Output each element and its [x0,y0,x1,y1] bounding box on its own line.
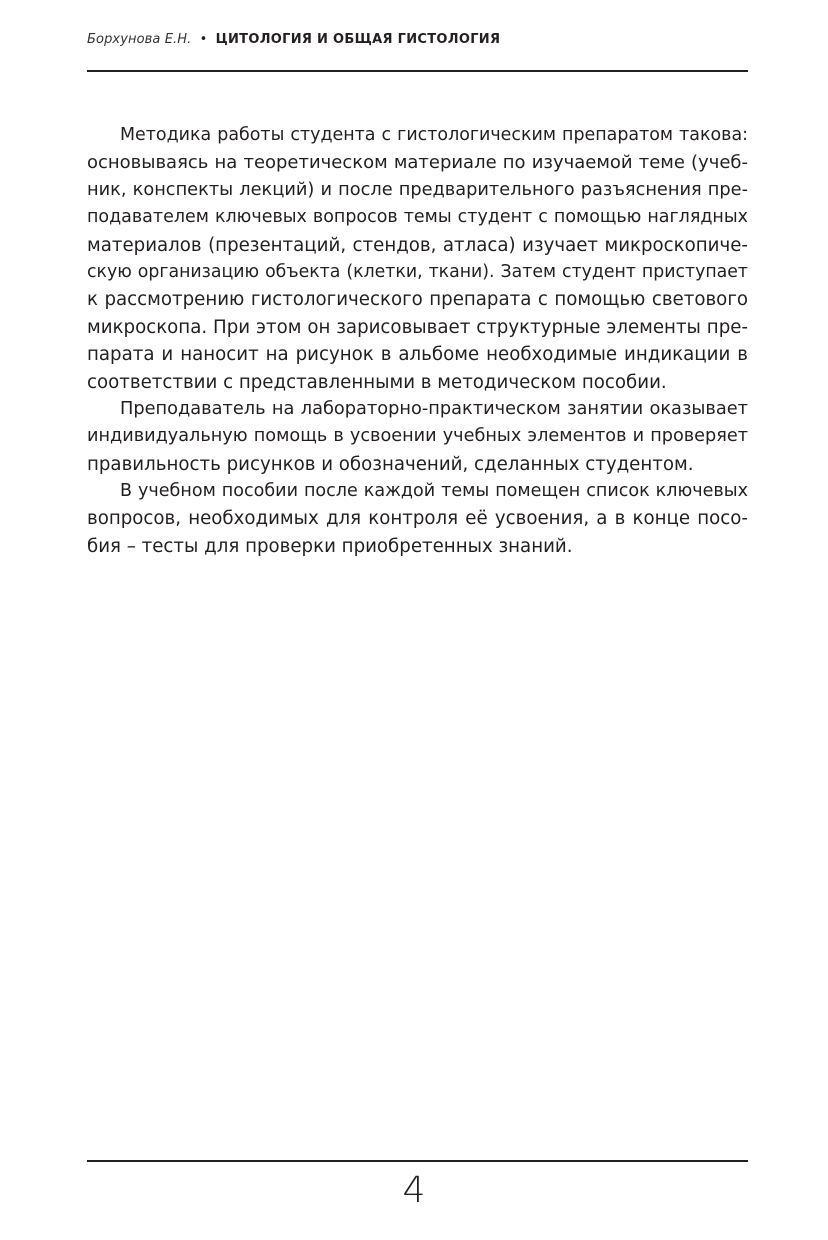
paragraph-1-line: ник, конспекты лекций) и после предварительного разъяснения пре- [87,179,748,200]
paragraph-1-line: к рассмотрению гистологического препарата с помощью светового [87,289,748,311]
paragraph-2-line: правильность рисунков и обозначений, сделанных студентом. [87,453,694,475]
paragraph-1-line: основываясь на теоретическом материале по изучаемой теме (учеб- [87,152,748,174]
header-rule [87,70,748,72]
paragraph-1-line: скую организацию объекта (клетки, ткани). Затем студент приступает [87,261,748,282]
footer-rule [87,1160,748,1162]
paragraph-2-line: Преподаватель на лабораторно-практическом занятии оказывает [120,398,748,419]
paragraph-3-line: вопросов, необходимых для контроля её усвоения, а в конце посо- [87,508,748,530]
paragraph-1-line: парата и наносит на рисунок в альбоме необходимые индикации в [87,344,748,366]
header-book-title: ЦИТОЛОГИЯ И ОБЩАЯ ГИСТОЛОГИЯ [215,32,501,47]
body-text [87,122,748,560]
running-header [87,32,500,47]
header-author: Борхунова Е.Н. [87,32,192,47]
paragraph-1-line: микроскопа. При этом он зарисовывает структурные элементы пре- [87,316,748,338]
paragraph-2-line: индивидуальную помощь в усвоении учебных элементов и проверяет [87,426,748,447]
paragraph-3-line: бия – тесты для проверки приобретенных знаний. [87,535,573,557]
paragraph-1-line: подавателем ключевых вопросов темы студент с помощью наглядных [87,207,748,228]
paragraph-3-line: В учебном пособии после каждой темы помещен список ключевых [120,481,748,502]
paragraph-1-line: соответствии с представленными в методическом пособии. [87,371,667,393]
paragraph-1-line: Методика работы студента с гистологическим препаратом такова: [120,125,748,145]
page-number: 4 [402,1170,426,1211]
paragraph-1-line: материалов (презентаций, стендов, атласа) изучает микроскопиче- [87,234,748,256]
header-separator: • [199,32,208,47]
